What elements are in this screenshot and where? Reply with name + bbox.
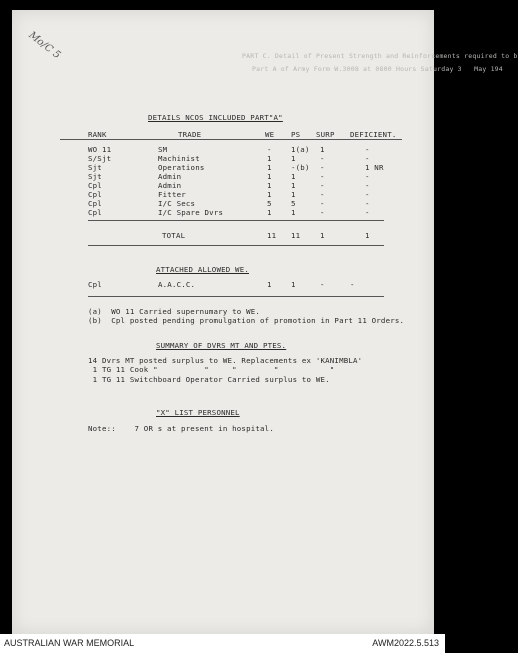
cell-deficient: - [365, 208, 370, 217]
summary-line-3: 1 TG 11 Switchboard Operator Carried surplus to WE. [88, 375, 330, 384]
cell-ps: 1 [291, 190, 296, 199]
cell-trade: I/C Spare Dvrs [158, 208, 224, 217]
total-label: TOTAL [162, 231, 186, 240]
archive-footer [0, 634, 445, 653]
cell-trade: I/C Secs [158, 199, 196, 208]
details-title: DETAILS NCOS INCLUDED PART"A" [148, 113, 283, 122]
cell-we: 1 [267, 163, 272, 172]
document-page [12, 10, 518, 634]
pencil-annotation: Mo/C 5 [26, 29, 63, 62]
cell-we: 1 [267, 190, 272, 199]
footer-accession-number: AWM2022.5.513 [372, 638, 439, 648]
faint-header-line-2: Part A of Army Form W.3008 at 0800 Hours Saturday 3 May 194 [252, 65, 503, 73]
cell-ps: 1 [291, 208, 296, 217]
cell-deficient: - [365, 154, 370, 163]
attached-trade: A.A.C.C. [158, 280, 196, 289]
total-rule-top [88, 220, 384, 221]
cell-rank: Cpl [88, 199, 102, 208]
cell-rank: Sjt [88, 163, 102, 172]
cell-rank: Sjt [88, 172, 102, 181]
cell-ps: 1 [291, 181, 296, 190]
attached-title: ATTACHED ALLOWED WE. [156, 265, 249, 274]
cell-deficient: - [365, 145, 370, 154]
cell-rank: S/Sjt [88, 154, 112, 163]
col-surp: SURP [316, 130, 335, 139]
cell-surp: - [320, 190, 325, 199]
cell-rank: Cpl [88, 208, 102, 217]
cell-ps: 5 [291, 199, 296, 208]
col-we: WE [265, 130, 275, 139]
cell-surp: - [320, 163, 325, 172]
attached-surp: - [320, 280, 325, 289]
total-we: 11 [267, 231, 277, 240]
header-rule [60, 139, 402, 140]
cell-surp: - [320, 181, 325, 190]
cell-surp: 1 [320, 145, 325, 154]
cell-ps: 1 [291, 172, 296, 181]
cell-we: 1 [267, 172, 272, 181]
cell-we: 1 [267, 154, 272, 163]
total-rule-bottom [88, 245, 384, 246]
cell-ps: -(b) [291, 163, 310, 172]
cell-we: - [267, 145, 272, 154]
cell-ps: 1 [291, 154, 296, 163]
x-list-title: "X" LIST PERSONNEL [156, 408, 240, 417]
summary-line-1: 14 Dvrs MT posted surplus to WE. Replacements ex 'KANIMBLA' [88, 356, 363, 365]
attached-ps: 1 [291, 280, 296, 289]
x-list-note: Note:: 7 OR s at present in hospital. [88, 424, 274, 433]
cell-rank: WO 11 [88, 145, 112, 154]
total-ps: 11 [291, 231, 301, 240]
cell-we: 1 [267, 181, 272, 190]
attached-rank: Cpl [88, 280, 102, 289]
cell-trade: Admin [158, 181, 182, 190]
faint-header-line-1: PART C. Detail of Present Strength and Reinforcements required to b [242, 52, 518, 60]
note-b: (b) Cpl posted pending promulgation of promotion in Part 11 Orders. [88, 316, 405, 325]
col-ps: PS [291, 130, 301, 139]
note-a: (a) WO 11 Carried supernumary to WE. [88, 307, 261, 316]
summary-title: SUMMARY OF DVRS MT AND PTES. [156, 341, 287, 350]
cell-trade: Admin [158, 172, 182, 181]
cell-trade: Machinist [158, 154, 200, 163]
cell-we: 1 [267, 208, 272, 217]
total-deficient: 1 [365, 231, 370, 240]
cell-surp: - [320, 199, 325, 208]
cell-deficient: - [365, 181, 370, 190]
cell-we: 5 [267, 199, 272, 208]
cell-surp: - [320, 208, 325, 217]
cell-deficient: - [365, 199, 370, 208]
attached-we: 1 [267, 280, 272, 289]
summary-line-2: 1 TG 11 Cook " " " " " [88, 365, 335, 374]
cell-deficient: - [365, 190, 370, 199]
col-trade: TRADE [178, 130, 202, 139]
cell-rank: Cpl [88, 190, 102, 199]
cell-rank: Cpl [88, 181, 102, 190]
cell-deficient: - [365, 172, 370, 181]
attached-rule [88, 296, 384, 297]
cell-deficient: 1 NR [365, 163, 384, 172]
cell-surp: - [320, 172, 325, 181]
col-rank: RANK [88, 130, 107, 139]
cell-trade: Operations [158, 163, 205, 172]
cell-trade: Fitter [158, 190, 186, 199]
attached-deficient: - [350, 280, 355, 289]
footer-institution: AUSTRALIAN WAR MEMORIAL [4, 638, 135, 648]
cell-surp: - [320, 154, 325, 163]
cell-ps: 1(a) [291, 145, 310, 154]
col-deficient: DEFICIENT. [350, 130, 397, 139]
cell-trade: SM [158, 145, 168, 154]
total-surp: 1 [320, 231, 325, 240]
